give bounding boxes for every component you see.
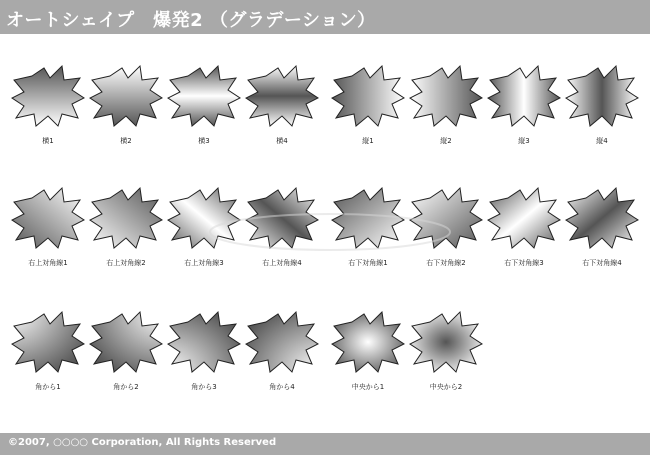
footer-bar (0, 433, 650, 455)
explosion-shape (10, 304, 86, 378)
explosion-shape (166, 304, 242, 378)
explosion-polygon (566, 188, 638, 248)
shape-label: 右下対角線4 (582, 259, 622, 267)
shape-label: 縦3 (518, 137, 530, 145)
shape-label: 角から1 (35, 383, 61, 391)
explosion-polygon (410, 312, 482, 372)
copyright-text: ©2007, ○○○○ Corporation, All Rights Reserved (8, 437, 277, 448)
shape-label: 右上対角線1 (28, 259, 68, 267)
explosion-polygon (332, 66, 404, 126)
explosion-polygon (90, 312, 162, 372)
explosion-polygon (488, 188, 560, 248)
shape-item (564, 180, 640, 280)
shape-item (88, 304, 164, 404)
explosion-polygon (332, 312, 404, 372)
explosion-polygon (168, 66, 240, 126)
shape-label: 角から3 (191, 383, 217, 391)
explosion-shape (486, 180, 562, 254)
explosion-shape (10, 180, 86, 254)
shape-item (166, 304, 242, 404)
explosion-polygon (90, 188, 162, 248)
shape-item (166, 58, 242, 158)
explosion-polygon (246, 66, 318, 126)
shape-item (244, 58, 320, 158)
explosion-polygon (410, 66, 482, 126)
explosion-shape (88, 180, 164, 254)
shape-item (88, 180, 164, 280)
explosion-shape (564, 180, 640, 254)
shape-label: 中央から1 (351, 383, 385, 391)
shape-label: 角から4 (269, 383, 295, 391)
shape-item (408, 304, 484, 404)
shape-item (408, 58, 484, 158)
shape-item (10, 180, 86, 280)
explosion-polygon (566, 66, 638, 126)
explosion-shape (564, 58, 640, 132)
explosion-polygon (168, 312, 240, 372)
explosion-polygon (12, 66, 84, 126)
explosion-shape (88, 58, 164, 132)
explosion-shape (408, 304, 484, 378)
shape-item (330, 304, 406, 404)
shape-item (10, 304, 86, 404)
shape-item (564, 58, 640, 158)
shape-label: 右上対角線4 (262, 259, 302, 267)
explosion-shape (408, 58, 484, 132)
watermark (200, 200, 460, 260)
explosion-shape (244, 304, 320, 378)
shape-label: 横4 (276, 137, 288, 145)
shape-label: 右上対角線2 (106, 259, 146, 267)
shape-label: 縦1 (362, 137, 374, 145)
shape-label: 角から2 (113, 383, 139, 391)
explosion-polygon (488, 66, 560, 126)
shape-item (88, 58, 164, 158)
shape-label: 右下対角線2 (426, 259, 466, 267)
explosion-polygon (12, 188, 84, 248)
explosion-polygon (12, 312, 84, 372)
explosion-polygon (246, 312, 318, 372)
explosion-shape (88, 304, 164, 378)
shape-label: 縦4 (596, 137, 608, 145)
shape-item (486, 58, 562, 158)
shape-item (330, 58, 406, 158)
shape-label: 右上対角線3 (184, 259, 224, 267)
header-bar (0, 0, 650, 34)
explosion-shape (486, 58, 562, 132)
shape-label: 横3 (198, 137, 210, 145)
shape-label: 中央から2 (429, 383, 463, 391)
explosion-shape (166, 58, 242, 132)
explosion-shape (244, 58, 320, 132)
explosion-shape (330, 304, 406, 378)
shape-label: 横1 (42, 137, 54, 145)
shape-label: 右下対角線3 (504, 259, 544, 267)
shape-item (486, 180, 562, 280)
page-title: オートシェイプ 爆発2 （グラデーション） (6, 10, 376, 31)
explosion-shape (10, 58, 86, 132)
shape-label: 縦2 (440, 137, 452, 145)
explosion-shape (330, 58, 406, 132)
shape-item (10, 58, 86, 158)
shape-label: 横2 (120, 137, 132, 145)
shape-item (244, 304, 320, 404)
shape-label: 右下対角線1 (348, 259, 388, 267)
explosion-polygon (90, 66, 162, 126)
